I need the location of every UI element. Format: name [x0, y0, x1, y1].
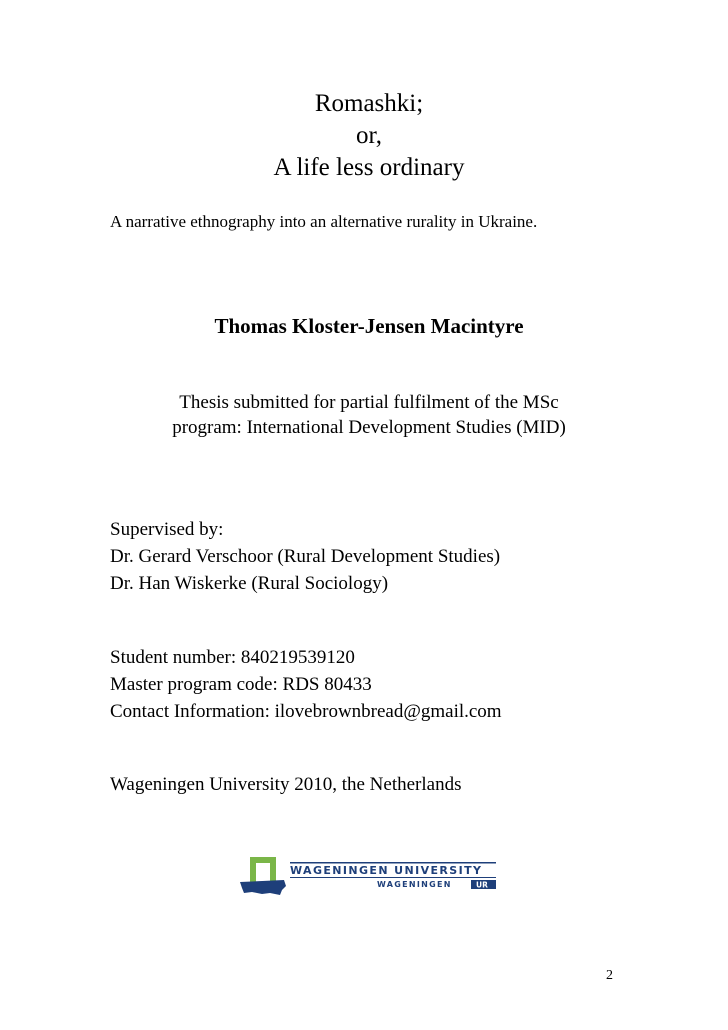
logo-rule-2 — [290, 877, 496, 878]
supervisor-2: Dr. Han Wiskerke (Rural Sociology) — [110, 573, 389, 594]
logo-sub: WAGENINGEN — [377, 880, 452, 889]
supervised-heading: Supervised by: — [110, 519, 224, 540]
supervisor-1: Dr. Gerard Verschoor (Rural Development Studies) — [110, 546, 501, 567]
logo-white-block — [256, 863, 270, 883]
logo-blue-ground — [240, 880, 286, 895]
title-line-2: or, — [355, 122, 383, 149]
university-line: Wageningen University 2010, the Netherlands — [110, 774, 462, 795]
wageningen-logo — [240, 856, 500, 896]
page-number: 2 — [606, 968, 613, 983]
title-line-3: A life less ordinary — [273, 154, 465, 181]
logo-badge-text: UR — [476, 880, 488, 890]
contact-information: Contact Information: ilovebrownbread@gmail.com — [110, 701, 502, 722]
student-info-block — [110, 644, 670, 725]
thesis-line-1: Thesis submitted for partial fulfilment of the MSc — [179, 392, 559, 413]
supervision-block — [110, 516, 670, 597]
author-name: Thomas Kloster-Jensen Macintyre — [214, 314, 524, 338]
title-line-1: Romashki; — [314, 90, 424, 117]
student-number: Student number: 840219539120 — [110, 647, 355, 668]
subtitle: A narrative ethnography into an alternative rurality in Ukraine. — [110, 212, 538, 231]
logo-name: WAGENINGEN UNIVERSITY — [290, 864, 483, 877]
thesis-statement — [110, 390, 628, 440]
program-code: Master program code: RDS 80433 — [110, 674, 372, 695]
title-block — [110, 88, 628, 184]
thesis-line-2: program: International Development Studies (MID) — [172, 417, 566, 438]
